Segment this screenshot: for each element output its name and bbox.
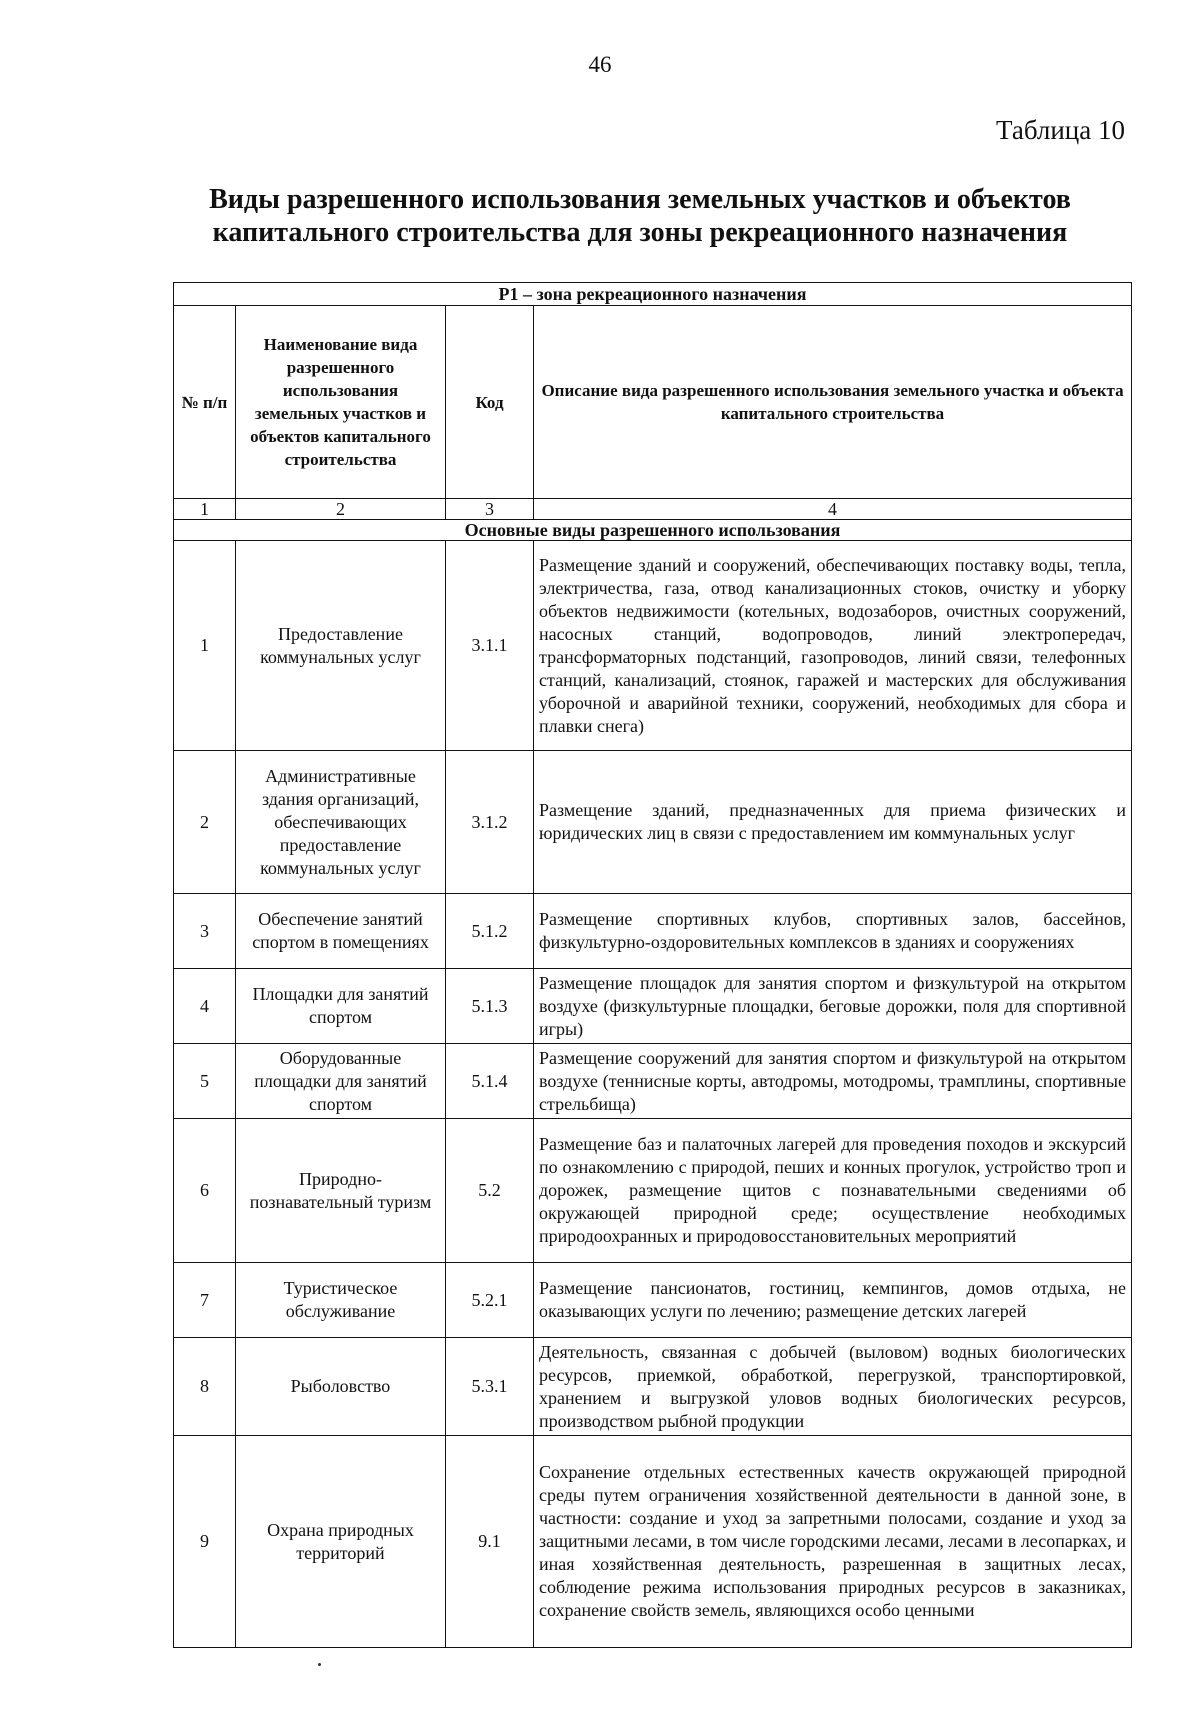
table-row <box>174 1436 1132 1648</box>
row-description: Размещение баз и палаточных лагерей для проведения походов и экскурсий по ознакомлению с природой, пеших и конных прогулок, устройство троп и дорожек, размещение щитов с познавательными сведениями об окружающей природной среде; осуществление необходимых природоохранных и природовосстановительных мероприятий <box>534 1119 1132 1263</box>
table-caption: Таблица 10 <box>996 115 1125 145</box>
table-row <box>174 1338 1132 1436</box>
column-number-row <box>174 499 1132 520</box>
column-number: 1 <box>174 499 236 520</box>
row-code: 5.1.4 <box>446 1044 534 1119</box>
row-name: Обеспечение занятий спортом в помещениях <box>236 894 446 969</box>
row-description: Размещение спортивных клубов, спортивных залов, бассейнов, физкультурно-оздоровительных комплексов в зданиях и сооружениях <box>534 894 1132 969</box>
row-code: 3.1.1 <box>446 541 534 751</box>
row-name: Охрана природных территорий <box>236 1436 446 1648</box>
scan-speck <box>318 1663 321 1666</box>
column-header-description: Описание вида разрешенного использования земельного участка и объекта капитального строительства <box>534 306 1132 499</box>
row-number: 6 <box>174 1119 236 1263</box>
row-name: Административные здания организаций, обеспечивающих предоставление коммунальных услуг <box>236 751 446 894</box>
column-number: 3 <box>446 499 534 520</box>
page-number: 46 <box>588 52 612 77</box>
row-name: Оборудованные площадки для занятий спортом <box>236 1044 446 1119</box>
zone-header-row <box>174 283 1132 306</box>
land-use-table <box>173 282 1132 1648</box>
row-code: 3.1.2 <box>446 751 534 894</box>
section-header-main: Основные виды разрешенного использования <box>174 520 1132 541</box>
document-title: Виды разрешенного использования земельных участков и объектов капитального строительства для зоны рекреационного назначения <box>209 184 1071 248</box>
row-name: Рыболовство <box>236 1338 446 1436</box>
row-name: Предоставление коммунальных услуг <box>236 541 446 751</box>
column-header-name: Наименование вида разрешенного использования земельных участков и объектов капитального строительства <box>236 306 446 499</box>
row-code: 5.2 <box>446 1119 534 1263</box>
row-description: Деятельность, связанная с добычей (выловом) водных биологических ресурсов, приемкой, обработкой, перегрузкой, транспортировкой, хранением и выгрузкой уловов водных биологических ресурсов, производством рыбной продукции <box>534 1338 1132 1436</box>
row-name: Туристическое обслуживание <box>236 1263 446 1338</box>
row-code: 5.2.1 <box>446 1263 534 1338</box>
row-description: Сохранение отдельных естественных качеств окружающей природной среды путем ограничения хозяйственной деятельности в данной зоне, в частности: создание и уход за запретными полосами, создание и уход за защитными лесами, в том числе городскими лесами, лесами в лесопарках, и иная хозяйственная деятельность, разрешенная в защитных лесах, соблюдение режима использования природных ресурсов в заказниках, сохранение свойств земель, являющихся особо ценными <box>534 1436 1132 1648</box>
row-description: Размещение площадок для занятия спортом и физкультурой на открытом воздухе (физкультурные площадки, беговые дорожки, поля для спортивной игры) <box>534 969 1132 1044</box>
column-number: 4 <box>534 499 1132 520</box>
row-code: 5.1.2 <box>446 894 534 969</box>
table-row <box>174 1044 1132 1119</box>
row-number: 2 <box>174 751 236 894</box>
column-header-row <box>174 306 1132 499</box>
row-number: 8 <box>174 1338 236 1436</box>
row-description: Размещение зданий и сооружений, обеспечивающих поставку воды, тепла, электричества, газа, отвод канализационных стоков, очистку и уборку объектов недвижимости (котельных, водозаборов, очистных сооружений, насосных станций, водопроводов, линий электропередач, трансформаторных подстанций, газопроводов, линий связи, телефонных станций, канализаций, стоянок, гаражей и мастерских для обслуживания уборочной и аварийной техники, сооружений, необходимых для сбора и плавки снега) <box>534 541 1132 751</box>
zone-header: Р1 – зона рекреационного назначения <box>174 283 1132 306</box>
column-header-num: № п/п <box>174 306 236 499</box>
table-row <box>174 1263 1132 1338</box>
table-row <box>174 541 1132 751</box>
row-number: 5 <box>174 1044 236 1119</box>
row-number: 3 <box>174 894 236 969</box>
row-number: 7 <box>174 1263 236 1338</box>
section-header-row <box>174 520 1132 541</box>
row-name: Площадки для занятий спортом <box>236 969 446 1044</box>
table-row <box>174 969 1132 1044</box>
table-row <box>174 894 1132 969</box>
row-description: Размещение зданий, предназначенных для приема физических и юридических лиц в связи с предоставлением им коммунальных услуг <box>534 751 1132 894</box>
row-description: Размещение сооружений для занятия спортом и физкультурой на открытом воздухе (теннисные корты, автодромы, мотодромы, трамплины, спортивные стрельбища) <box>534 1044 1132 1119</box>
column-header-code: Код <box>446 306 534 499</box>
column-number: 2 <box>236 499 446 520</box>
table-row <box>174 1119 1132 1263</box>
row-code: 5.1.3 <box>446 969 534 1044</box>
row-number: 4 <box>174 969 236 1044</box>
row-number: 9 <box>174 1436 236 1648</box>
table-row <box>174 751 1132 894</box>
row-code: 9.1 <box>446 1436 534 1648</box>
row-description: Размещение пансионатов, гостиниц, кемпингов, домов отдыха, не оказывающих услуги по лечению; размещение детских лагерей <box>534 1263 1132 1338</box>
row-code: 5.3.1 <box>446 1338 534 1436</box>
row-name: Природно-познавательный туризм <box>236 1119 446 1263</box>
row-number: 1 <box>174 541 236 751</box>
